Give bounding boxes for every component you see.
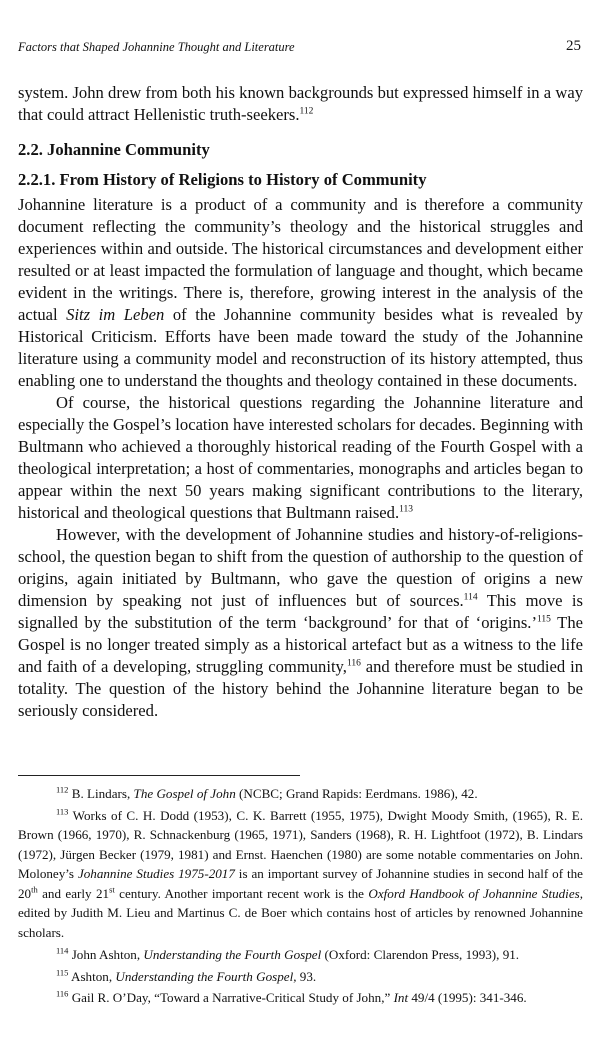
footnote: $^{113}$ Works of C. H. Dodd (1953), C. K. Barrett (1955, 1975), Dwight Moody Smith, (1965), R. E. Brown (1966, 1970), R. Schnackenburg (1965, 1971), Sanders (1968), R. H. Lightfoot (1972), B. Lindars (1972), Jürgen Becker (1979, 1981) and Ernst. Haenchen (1980) are some notable commentaries on John. Moloney’s Johannine Studies 1975-2017 is an important survey of Johannine studies in second half of the 20th and early 21st century. Another important recent work is the Oxford Handbook of Johannine Studies, edited by Judith M. Lieu and Martinus C. de Boer which contains host of articles by renowned Johannine scholars. [18,806,583,940]
footnote-ref[interactable]: 115 [536,614,551,625]
footnote: $^{116}$ Gail R. O’Day, “Toward a Narrative-Critical Study of John,” Int 49/4 (1995): 341-346. [56,988,527,1005]
running-title: Factors that Shaped Johannine Thought and Literature [18,40,295,54]
section-heading: 2.2. Johannine Community [18,140,210,159]
paragraph: Johannine literature is a product of a community and is therefore a community document reflecting the community’s theology and the historical struggles and experiences within and outside. The historical circumstances and development either resulted or at least impacted the formulation of language and thought, which became evident in the writings. There is, therefore, growing interest in the analysis of the actual Sitz im Leben of the Johannine community besides what is revealed by Historical Criticism. Efforts have been made toward the study of the Johannine literature using a community model and reconstruction of its history attempted, thus enabling one to understand the thoughts and theology contained in these documents. [18,195,583,390]
running-header [18,40,583,60]
footnotes [18,784,583,1010]
footnote: $^{114}$ John Ashton, Understanding the Fourth Gospel (Oxford: Clarendon Press, 1993), 91. [56,945,520,962]
footnote: $^{112}$ B. Lindars, The Gospel of John (NCBC; Grand Rapids: Eerdmans. 1986), 42. [56,784,478,801]
paragraph-continued: system. John drew from both his known backgrounds but expressed himself in a way that could attract Hellenistic truth-seekers.$^{112}$ [18,83,583,124]
footnote-ref[interactable]: 116 [346,658,361,669]
main-text [18,82,583,722]
footnote-ref[interactable]: 114 [463,592,478,603]
paragraph: Of course, the historical questions regarding the Johannine literature and especially the Gospel’s location have interested scholars for decades. Beginning with Bultmann who achieved a thoroughly historical reading of the Fourth Gospel with a theological interpretation; a host of commentaries, monographs and articles began to appear within the next 50 years making significant contributions to the literary, historical and theological questions that Bultmann raised.$^{113}$ [18,393,583,522]
footnote-divider [18,775,300,776]
footnote-ref[interactable]: 112 [299,106,314,117]
footnote-ref[interactable]: 113 [399,504,414,515]
footnote: $^{115}$ Ashton, Understanding the Fourth Gospel, 93. [56,967,317,984]
paragraph: However, with the development of Johannine studies and history-of-religions-school, the question began to shift from the question of authorship to the question of origins, again initiated by Bultmann, who gave the question of origins a new dimension by speaking not just of influences but of sources.$^{114}$ This move is signalled by the substitution of the term ‘background’ for that of ‘origins.’$^{115}$ The Gospel is no longer treated simply as a historical artefact but as a witness to the life and faith of a developing, struggling community,$^{116}$ and therefore must be studied in totality. The question of the history behind the Johannine literature began to be seriously considered. [18,525,583,720]
subsection-heading: 2.2.1. From History of Religions to History of Community [18,170,427,189]
page-number: 25 [566,38,581,54]
